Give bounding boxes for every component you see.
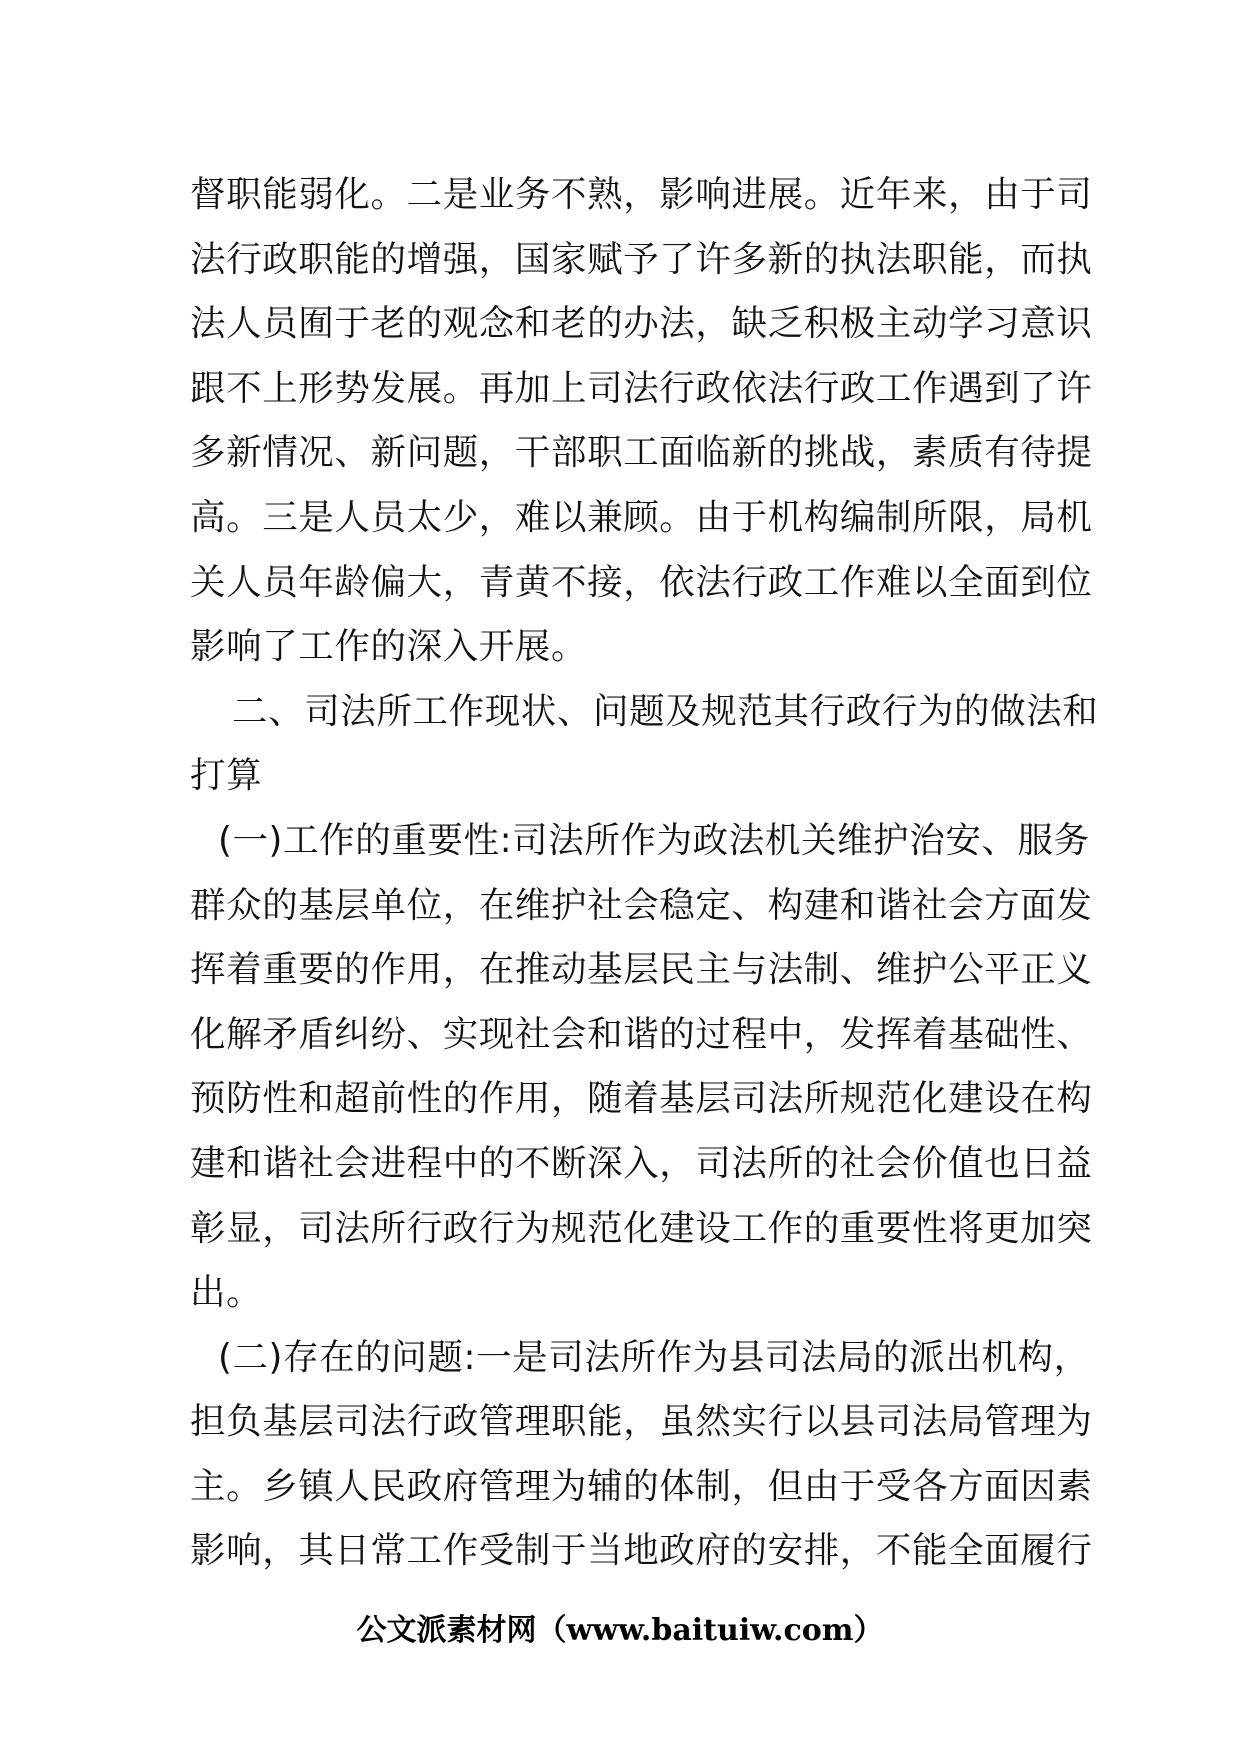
- text-line: 法人员囿于老的观念和老的办法，缺乏积极主动学习意识: [190, 303, 1093, 345]
- text-line: 跟不上形势发展。再加上司法行政依法行政工作遇到了许: [190, 367, 1093, 409]
- text-line: 法行政职能的增强，国家赋予了许多新的执法职能，而执: [190, 238, 1093, 280]
- text-line: 预防性和超前性的作用，随着基层司法所规范化建设在构: [190, 1078, 1093, 1120]
- text-line: 影响了工作的深入开展。: [190, 626, 588, 668]
- section-heading-continued: 打算: [190, 755, 263, 797]
- text-line: 影响，其日常工作受制于当地政府的安排，不能全面履行: [190, 1530, 1093, 1572]
- text-line: 挥着重要的作用，在推动基层民主与法制、维护公平正义: [190, 949, 1093, 991]
- subsection-importance: (一)工作的重要性:司法所作为政法机关维护治安、服务: [218, 819, 1090, 861]
- document-body: [190, 163, 1099, 1584]
- footer-watermark: 公文派素材网（www.baituiw.com）: [356, 1613, 884, 1648]
- text-line: 督职能弱化。二是业务不熟，影响进展。近年来，由于司: [190, 174, 1093, 215]
- text-line: 出。: [190, 1272, 263, 1314]
- text-line: 化解矛盾纠纷、实现社会和谐的过程中，发挥着基础性、: [190, 1013, 1093, 1055]
- subsection-problems: (二)存在的问题:一是司法所作为县司法局的派出机构，: [218, 1336, 1090, 1378]
- text-line: 高。三是人员太少，难以兼顾。由于机构编制所限，局机: [190, 496, 1093, 538]
- text-line: 关人员年龄偏大，青黄不接，依法行政工作难以全面到位: [190, 561, 1093, 603]
- text-line: 主。乡镇人民政府管理为辅的体制，但由于受各方面因素: [190, 1465, 1093, 1507]
- text-line: 彰显，司法所行政行为规范化建设工作的重要性将更加突: [190, 1207, 1093, 1249]
- text-line: 多新情况、新问题，干部职工面临新的挑战，素质有待提: [190, 432, 1093, 474]
- section-heading: 二、司法所工作现状、问题及规范其行政行为的做法和: [232, 690, 1099, 732]
- text-line: 群众的基层单位，在维护社会稳定、构建和谐社会方面发: [190, 884, 1093, 926]
- text-line: 建和谐社会进程中的不断深入，司法所的社会价值也日益: [190, 1142, 1093, 1184]
- text-line: 担负基层司法行政管理职能，虽然实行以县司法局管理为: [190, 1401, 1093, 1443]
